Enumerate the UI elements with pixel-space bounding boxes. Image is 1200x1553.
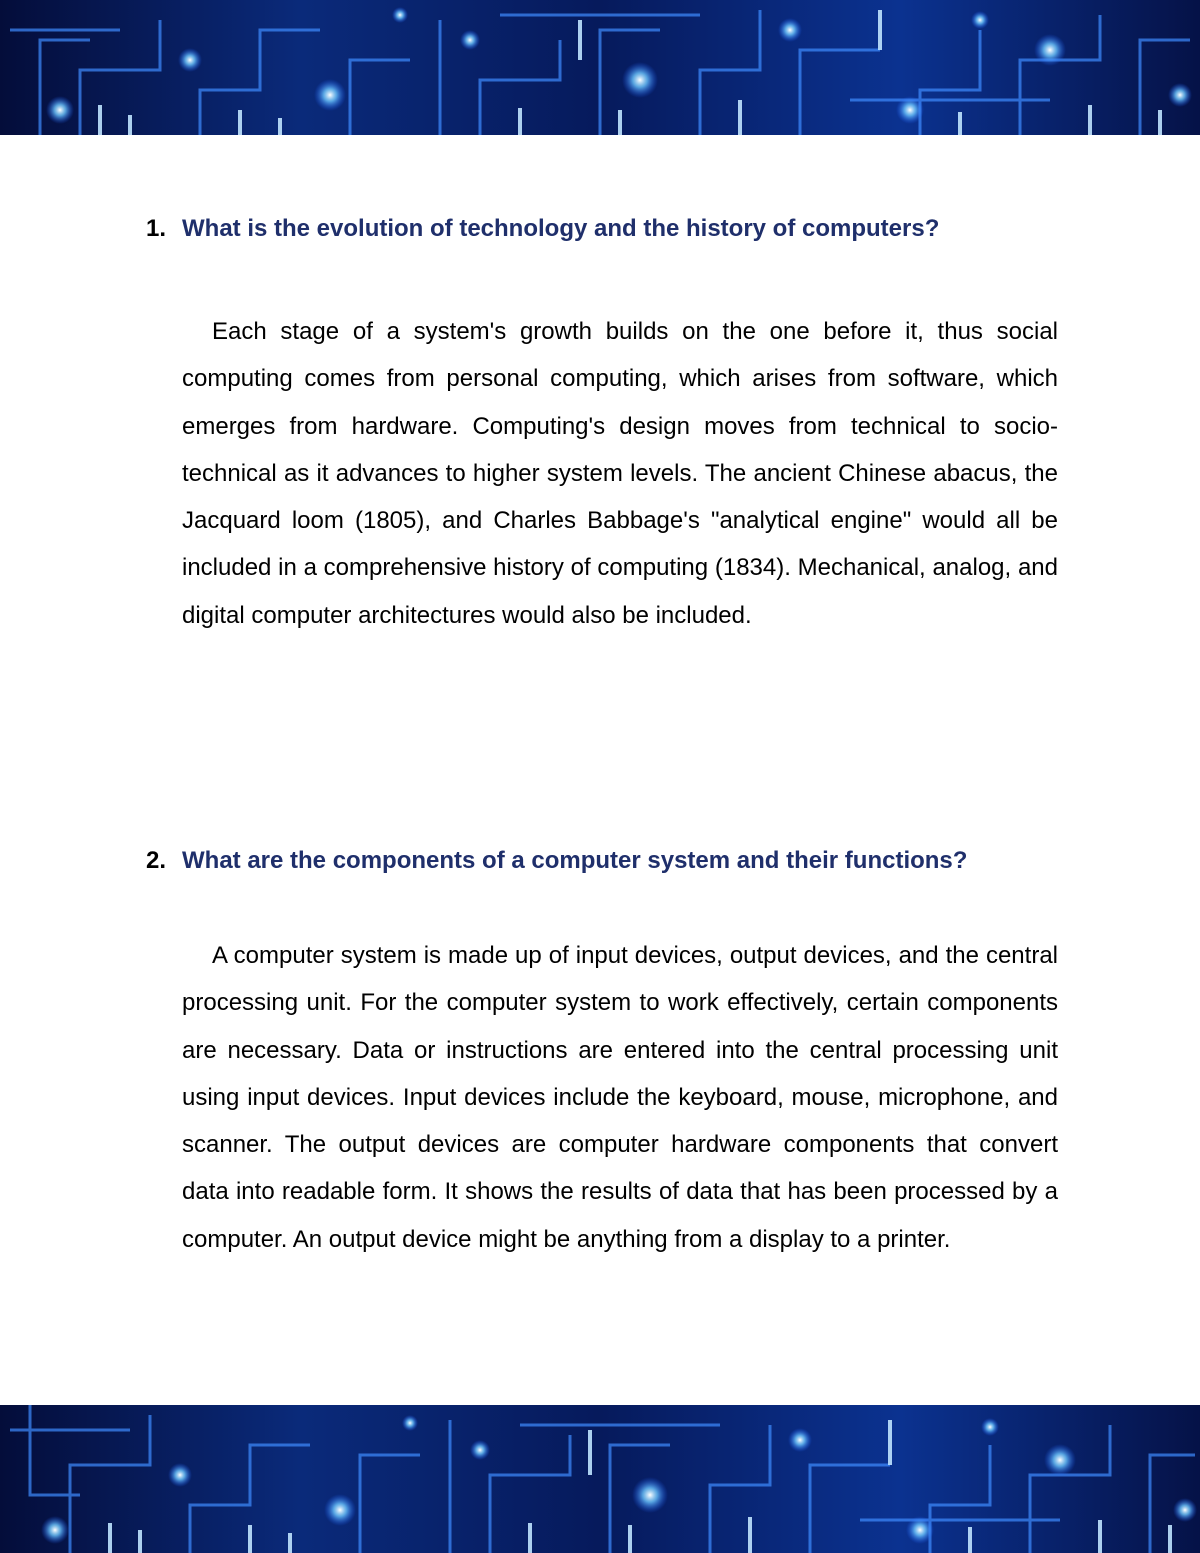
answer-1-paragraph: Each stage of a system's growth builds on the one before it, thus social computing comes from personal computing, which arises from software, which emerges from hardware. Computing's design moves from technical to socio-technical as it advances to higher system levels. The ancient Chinese abacus, the Jacquard loom (1805), and Charles Babbage's "analytical engine" would all be included in a comprehensive history of computing (1834). Mechanical, analog, and digital computer architectures would also be included. [182,318,1058,629]
answer-2-paragraph: A computer system is made up of input devices, output devices, and the central processing unit. For the computer system to work effectively, certain components are necessary. Data or instructions are entered into the central processing unit using input devices. Input devices include the keyboard, mouse, microphone, and scanner. The output devices are computer hardware components that convert data into readable form. It shows the results of data that has been processed by a computer. An output device might be anything from a display to a printer. [182,942,1058,1253]
question-2-number: 2. [146,847,167,874]
circuit-banner-bottom [0,1405,1200,1553]
question-1-number: 1. [146,215,167,242]
question-1-heading [146,213,1058,244]
question-1-text: What is the evolution of technology and the history of computers? [182,215,940,242]
question-2-text: What are the components of a computer system and their functions? [182,847,968,874]
circuit-banner-top [0,0,1200,135]
question-2-heading [146,845,1058,876]
circuit-board-image [0,0,1200,135]
circuit-board-image [0,1405,1200,1553]
